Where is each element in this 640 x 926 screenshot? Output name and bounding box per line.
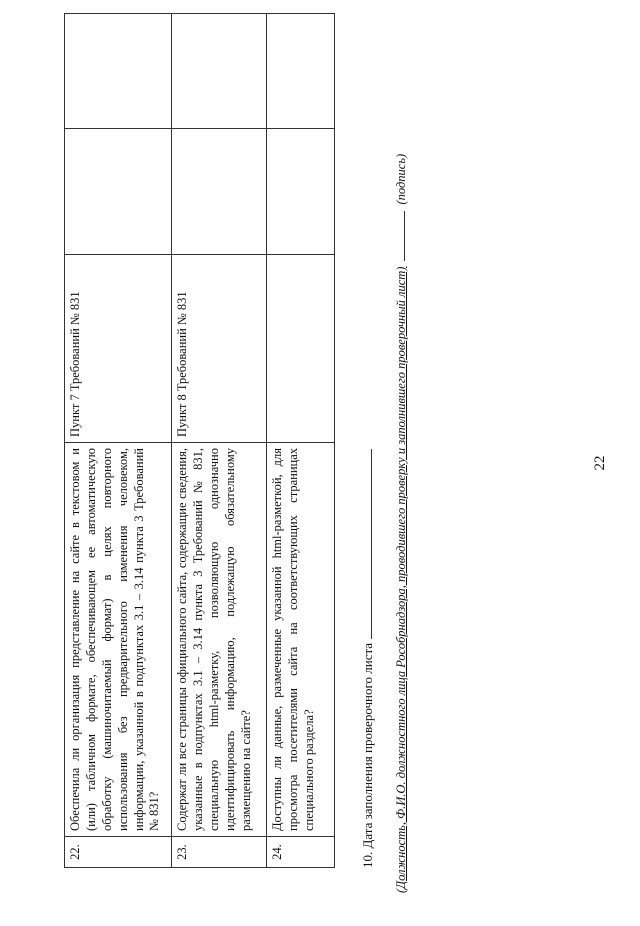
row-result-cell (267, 129, 335, 255)
fill-date-label: 10. Дата заполнения проверочного листа (360, 642, 375, 868)
checklist-table (64, 13, 335, 868)
row-reference: Пункт 8 Требований № 831 (172, 255, 267, 443)
date-blank-line (361, 449, 372, 639)
row-number: 23. (172, 837, 267, 868)
row-note-cell (172, 14, 267, 129)
table-row (172, 14, 267, 868)
signature-row (394, 13, 409, 893)
table-row (65, 14, 172, 868)
row-question: Доступны ли данные, размеченные указанной html-разметкой, для просмотра посетителями сайта на соответствующих страницах специального раздела? (267, 443, 335, 837)
row-note-cell (65, 14, 172, 129)
fill-date-line (360, 449, 376, 868)
row-question: Содержат ли все страницы официального сайта, содержащие сведения, указанные в подпунктах 3.1 – 3.14 пункта 3 Требований № 831, специальную html-разметку, позволяющую однозначно идентифицировать информацию, подлежащую обязательному размещению на сайте? (172, 443, 267, 837)
row-question: Обеспечила ли организация представление на сайте в текстовом и (или) табличном формате, обеспечивающем ее автоматическую обработку (машиночитаемый формат) в целях повторного использования без предварительного изменения человеком, информации, указанной в подпунктах 3.1 – 3.14 пункта 3 Требований № 831? (65, 443, 172, 837)
page-number: 22 (592, 455, 608, 471)
row-reference (267, 255, 335, 443)
row-number: 24. (267, 837, 335, 868)
position-label: (Должность, Ф.И.О. должностного лица Рособрнадзора, проводившего проверку и заполнившего проверочный лист) (394, 266, 408, 893)
row-result-cell (172, 129, 267, 255)
signature-blank-line (394, 211, 405, 261)
row-reference: Пункт 7 Требований № 831 (65, 255, 172, 443)
row-note-cell (267, 14, 335, 129)
row-number: 22. (65, 837, 172, 868)
row-result-cell (65, 129, 172, 255)
table-row (267, 14, 335, 868)
signature-label: (подпись) (394, 153, 408, 205)
